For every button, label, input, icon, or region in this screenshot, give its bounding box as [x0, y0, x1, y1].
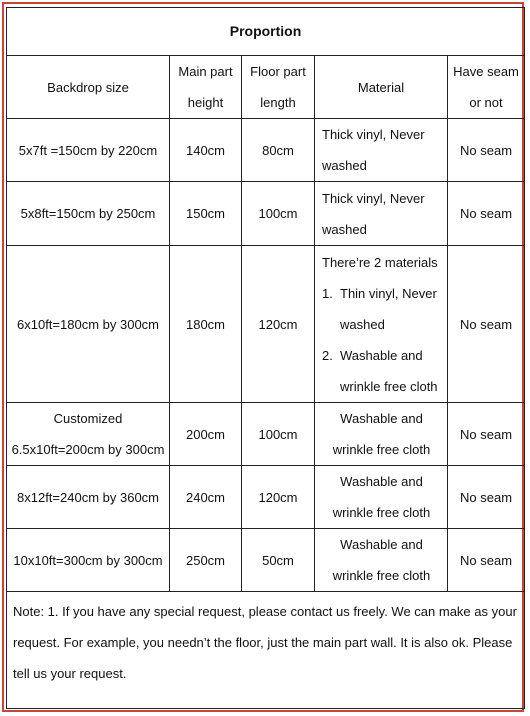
- material-intro: There’re 2 materials: [322, 254, 438, 270]
- note-text: Note: 1. If you have any special request, please contact us freely. We can make as your request. For example, you needn’t the floor, just the main part wall. It is also ok. Please tell us your request.: [7, 592, 525, 709]
- table-row: [7, 466, 525, 529]
- table-row: [7, 182, 525, 246]
- cell-material: [315, 119, 448, 182]
- header-line: Have seam: [453, 64, 519, 79]
- table-title: Proportion: [7, 8, 525, 56]
- size-line: 6.5x10ft=200cm by 300cm: [11, 442, 165, 457]
- cell-backdrop-size: [7, 246, 170, 403]
- cell-seam: No seam: [448, 529, 525, 592]
- size-line: 10x10ft=300cm by 300cm: [13, 552, 163, 568]
- proportion-table-container: [6, 7, 524, 709]
- cell-main-part-height: 180cm: [170, 246, 242, 403]
- material-line: wrinkle free cloth: [332, 442, 431, 457]
- cell-material: [315, 529, 448, 592]
- material-line: Washable and: [340, 537, 423, 552]
- cell-main-part-height: 240cm: [170, 466, 242, 529]
- material-item-line: wrinkle free cloth: [340, 378, 438, 394]
- cell-seam: No seam: [448, 466, 525, 529]
- cell-floor-part-length: 120cm: [242, 246, 315, 403]
- cell-backdrop-size: [7, 466, 170, 529]
- material-line: Washable and: [340, 411, 423, 426]
- table-body: [7, 119, 525, 592]
- proportion-table: [6, 7, 525, 709]
- material-line: washed: [322, 158, 367, 173]
- cell-main-part-height: 150cm: [170, 182, 242, 246]
- cell-seam: No seam: [448, 119, 525, 182]
- material-list-item: [322, 278, 441, 340]
- material-line: washed: [322, 221, 367, 237]
- size-line: 8x12ft=240cm by 360cm: [17, 489, 159, 505]
- cell-floor-part-length: 80cm: [242, 119, 315, 182]
- cell-backdrop-size: [7, 529, 170, 592]
- header-material: [315, 56, 448, 119]
- header-line: length: [260, 95, 296, 110]
- header-line: height: [187, 95, 224, 110]
- material-list: [322, 278, 441, 402]
- material-item-line: washed: [340, 316, 385, 332]
- cell-backdrop-size: [7, 403, 170, 466]
- table-row: [7, 119, 525, 182]
- cell-material: [315, 246, 448, 403]
- cell-floor-part-length: 50cm: [242, 529, 315, 592]
- material-line: Washable and: [340, 474, 423, 489]
- cell-seam: No seam: [448, 246, 525, 403]
- header-main-part-height: [170, 56, 242, 119]
- cell-material: [315, 403, 448, 466]
- cell-material: [315, 182, 448, 246]
- header-row: [7, 56, 525, 119]
- cell-seam: No seam: [448, 403, 525, 466]
- table-row: [7, 529, 525, 592]
- size-line: 6x10ft=180cm by 300cm: [17, 316, 159, 332]
- header-line: Floor part: [250, 64, 306, 79]
- material-line: Thick vinyl, Never: [322, 190, 425, 206]
- cell-floor-part-length: 120cm: [242, 466, 315, 529]
- material-item-number: 2.: [322, 347, 333, 363]
- size-line: Customized: [53, 411, 123, 426]
- header-line: Main part: [178, 64, 233, 79]
- material-list-item: [322, 340, 441, 402]
- cell-main-part-height: 200cm: [170, 403, 242, 466]
- header-floor-part-length: [242, 56, 315, 119]
- header-line: Backdrop size: [47, 79, 129, 95]
- cell-main-part-height: 250cm: [170, 529, 242, 592]
- cell-seam: No seam: [448, 182, 525, 246]
- size-line: 5x7ft =150cm by 220cm: [18, 142, 158, 158]
- cell-backdrop-size: [7, 182, 170, 246]
- table-row: [7, 246, 525, 403]
- header-backdrop-size: [7, 56, 170, 119]
- material-line: wrinkle free cloth: [332, 568, 431, 583]
- cell-material: [315, 466, 448, 529]
- cell-floor-part-length: 100cm: [242, 182, 315, 246]
- material-item-line: Washable and: [340, 347, 423, 363]
- cell-floor-part-length: 100cm: [242, 403, 315, 466]
- header-line: or not: [469, 95, 503, 110]
- material-item-line: Thin vinyl, Never: [340, 285, 437, 301]
- cell-main-part-height: 140cm: [170, 119, 242, 182]
- header-have-seam: [448, 56, 525, 119]
- material-item-number: 1.: [322, 285, 333, 301]
- table-row: [7, 403, 525, 466]
- material-line: wrinkle free cloth: [332, 505, 431, 520]
- material-line: Thick vinyl, Never: [322, 127, 425, 142]
- cell-backdrop-size: [7, 119, 170, 182]
- header-line: Material: [357, 79, 405, 95]
- size-line: 5x8ft=150cm by 250cm: [20, 206, 156, 221]
